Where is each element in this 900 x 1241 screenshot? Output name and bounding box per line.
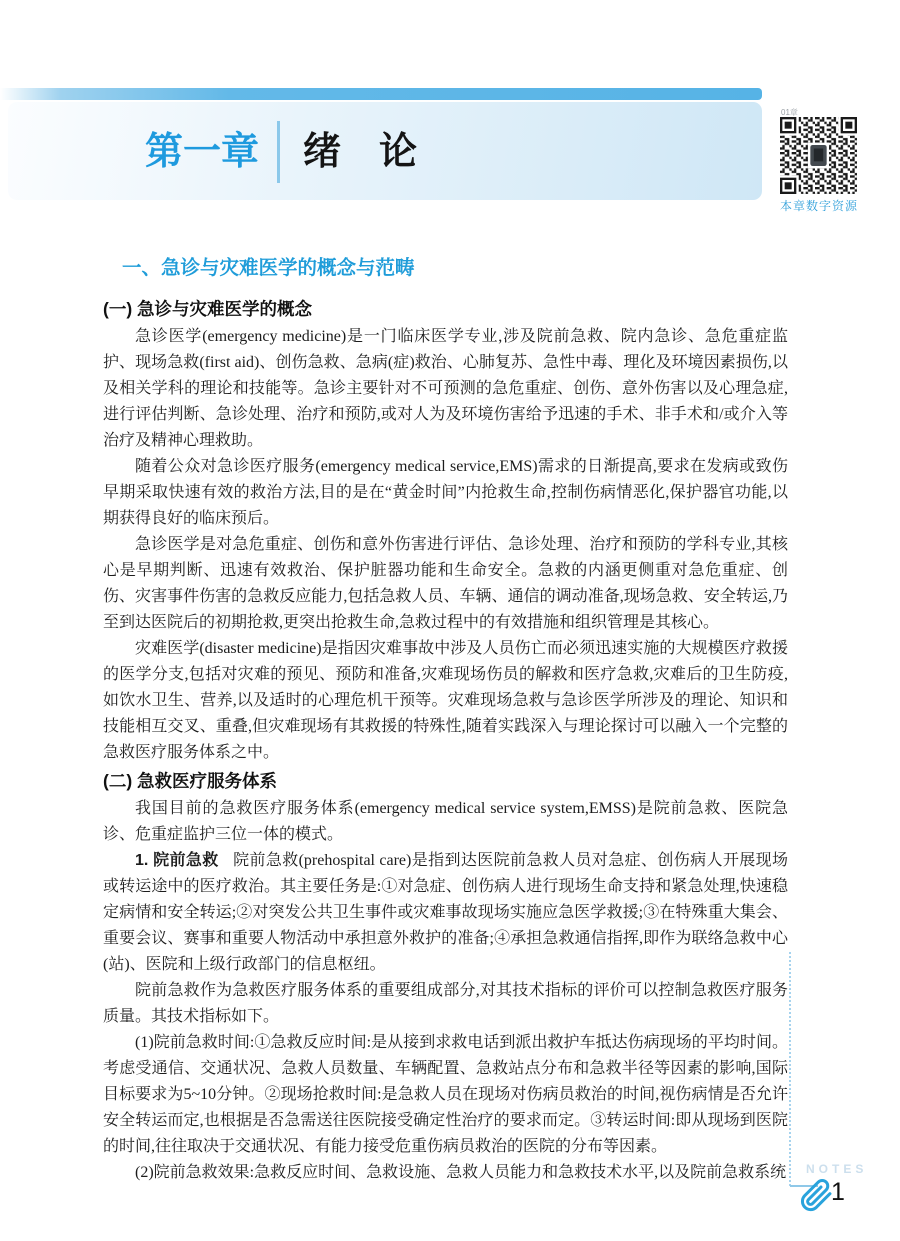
body-paragraph: 急诊医学(emergency medicine)是一门临床医学专业,涉及院前急救、院内急诊、急危重症监护、现场急救(first aid)、创伤急救、急病(症)救治、心肺复苏、急性中毒、理化及环境因素损伤,以及相关学科的理论和技能等。急诊主要针对不可预测的急危重症、创伤、意外伤害以及心理急症,进行评估判断、急诊处理、治疗和预防,或对人为及环境伤害给予迅速的手术、非手术和/或介入等治疗及精神心理救助。	[103, 328, 788, 449]
page-number: 1	[831, 1178, 845, 1206]
body-paragraph: (2)院前急救效果:急救反应时间、急救设施、急救人员能力和急救技术水平,以及院前急救系统	[135, 1164, 787, 1181]
chapter-divider	[277, 121, 280, 183]
body-paragraph: 灾难医学(disaster medicine)是指因灾难事故中涉及人员伤亡而必须迅速实施的大规模医疗救援的医学分支,包括对灾难的预见、预防和准备,灾难现场伤员的解救和医疗急救,灾难后的卫生防疫,如饮水卫生、营养,以及适时的心理危机干预等。灾难现场急救与急诊医学所涉及的理论、知识和技能相互交叉、重叠,但灾难现场有其救援的特殊性,随着实践深入与理论探讨可以融入一个完整的急救医疗服务体系之中。	[103, 640, 788, 761]
subsection-title: (二) 急救医疗服务体系	[103, 771, 278, 791]
section-title: 一、急诊与灾难医学的概念与范畴	[122, 257, 415, 279]
qr-caption: 本章数字资源	[779, 199, 858, 213]
qr-tag-label: 01章	[781, 108, 798, 117]
paperclip-icon	[797, 1176, 835, 1214]
header-ribbon	[0, 88, 762, 100]
subsection-title: (一) 急诊与灾难医学的概念	[103, 299, 313, 319]
notes-label: NOTES	[806, 1162, 868, 1176]
body-paragraph: 院前急救作为急救医疗服务体系的重要组成部分,对其技术指标的评价可以控制急救医疗服务质量。其技术指标如下。	[103, 982, 788, 1025]
chapter-label: 第一章	[145, 131, 260, 173]
paragraph-text: 院前急救(prehospital care)是指到达医院前急救人员对急症、创伤病人开展现场或转运途中的医疗救治。其主要任务是:①对急症、创伤病人进行现场生命支持和紧急处理,快速稳定病情和安全转运;②对突发公共卫生事件或灾难事故现场实施应急医学救援;③在特殊重大集会、重要会议、赛事和重要人物活动中承担意外救护的准备;④承担急救通信指挥,即作为联络急救中心(站)、医院和上级行政部门的信息枢纽。	[103, 852, 788, 973]
body-paragraph	[103, 848, 788, 978]
page-content	[103, 256, 788, 1186]
body-paragraph: 我国目前的急救医疗服务体系(emergency medical service system,EMSS)是院前急救、医院急诊、危重症监护三位一体的模式。	[103, 800, 788, 843]
body-paragraph: 急诊医学是对急危重症、创伤和意外伤害进行评估、急诊处理、治疗和预防的学科专业,其核心是早期判断、迅速有效救治、保护脏器功能和生命安全。急救的内涵更侧重对急危重症、创伤、灾害事件伤害的急救反应能力,包括急救人员、车辆、通信的调动准备,现场急救、安全转运,乃至到达医院后的初期抢救,更突出抢救生命,急救过程中的有效措施和组织管理是其核心。	[103, 536, 788, 631]
qr-code-icon	[780, 117, 857, 194]
chapter-title: 绪 论	[303, 131, 418, 173]
paragraph-lead: 1. 院前急救	[135, 852, 219, 869]
body-paragraph: 随着公众对急诊医疗服务(emergency medical service,EMS)需求的日渐提高,要求在发病或致伤早期采取快速有效的救治方法,目的是在“黄金时间”内抢救生命,控制伤病情恶化,保护器官功能,以期获得良好的临床预后。	[103, 458, 788, 527]
body-paragraph: (1)院前急救时间:①急救反应时间:是从接到求救电话到派出救护车抵达伤病现场的平均时间。考虑受通信、交通状况、急救人员数量、车辆配置、急救站点分布和急救半径等因素的影响,国际目标要求为5~10分钟。②现场抢救时间:是急救人员在现场对伤病员救治的时间,视伤病情是否允许安全转运而定,也根据是否急需送往医院接受确定性治疗的要求而定。③转运时间:即从现场到医院的时间,往往取决于交通状况、有能力接受危重伤病员救治的医院的分布等因素。	[103, 1034, 788, 1155]
notes-divider	[789, 952, 791, 1186]
